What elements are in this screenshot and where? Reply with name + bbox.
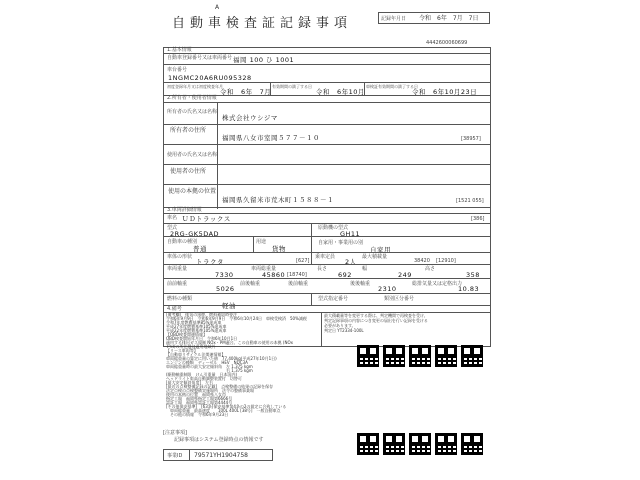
- gross-weight-label: 車両総重量: [251, 266, 277, 272]
- qr-code-icon: [461, 345, 483, 367]
- qr-code-icon: [435, 433, 457, 455]
- note-line: ＰＭ)の所在地は適用地域外: [166, 344, 216, 349]
- note-line: 法定点検の点検整備実施場所 法令の整備事業場: [166, 388, 254, 393]
- note-line: (駆動軸重制限 けん引重量 日本国内): [166, 372, 238, 377]
- displacement-label: 総排気量又は定格出力: [412, 281, 463, 287]
- note-line: 車両総重量時の最大安定傾斜角 左 1,375 kgm: [166, 364, 253, 369]
- note-line: 認証工場 福岡県認証工場第4444号: [166, 400, 233, 405]
- note-line: 令和7年度燃費基準85%達成車: [166, 320, 222, 325]
- rear-rear-axle-value: 2310: [378, 285, 397, 293]
- user-name-label: 使用者の氏名又は名称: [167, 152, 218, 158]
- note-line: 右 1,375 kgm: [166, 368, 253, 373]
- note-line: ヘッドライト車高自動調整装置付 切替可: [166, 376, 242, 381]
- gross-sub: [12910]: [436, 258, 456, 264]
- width-label: 幅: [362, 266, 368, 272]
- length-value: 692: [338, 271, 352, 279]
- business-use-value: 自家用: [370, 246, 391, 254]
- first-reg-value: 令和 6年 7月: [220, 88, 272, 96]
- chassis-value: 1NGMC20A6RU095328: [168, 74, 252, 82]
- section-vehicle-label: 3.車両詳細情報: [167, 207, 202, 213]
- expiry-value: 令和 6年10月23日: [412, 88, 478, 96]
- first-reg-label: 初度登録年月又は初度検査年月: [167, 84, 223, 89]
- section-basic-label: 1.基本情報: [167, 47, 192, 53]
- rear-rear-axle-label: 後後軸重: [350, 281, 371, 287]
- owner-name-value: 株式会社ウシジマ: [222, 114, 278, 122]
- gross-value: 38420: [414, 258, 430, 264]
- note-line: 車両総重量 最高速度 100L 400L [38号] 一般自動車点: [166, 408, 281, 413]
- front-front-axle-value: 5026: [216, 285, 235, 293]
- note-line: OBD検査開始年月日 令和6年10月1日: [166, 336, 238, 341]
- gross-weight-sub: [18740]: [287, 272, 307, 278]
- qr-code-icon: [383, 345, 405, 367]
- note-line: 【リース車両等】: [166, 348, 198, 353]
- footer-note-label: [注意事項]: [163, 430, 187, 436]
- riding-capacity-label: 乗車定員: [315, 254, 336, 260]
- body-shape-value: トラクタ: [196, 258, 224, 266]
- qr-code-icon: [357, 433, 379, 455]
- qr-code-icon: [461, 433, 483, 455]
- base-location-value: 福岡県久留米市荒木町１５８８－１: [222, 196, 334, 204]
- note-line: 平成27年度燃費基準105%達成車: [166, 324, 227, 329]
- section-notes-label: 4.備考: [167, 306, 182, 312]
- owner-name-label: 所有者の氏名又は名称: [167, 109, 218, 115]
- body-shape-label: 車体の形状: [167, 254, 193, 260]
- qr-code-icon: [409, 433, 431, 455]
- note-line: 【自動車リサイクル法関連情報】: [166, 352, 226, 357]
- notes-left: [166, 313, 320, 418]
- notes-right: [324, 313, 490, 343]
- footer-note-text: 記録事項はシステム登録時点の情報です: [174, 437, 264, 443]
- fuel-type-label: 燃料の種類: [167, 296, 193, 302]
- note-line: その他の情報 令和6年9月23日: [166, 412, 229, 417]
- user-address-label: 使用者の住所: [170, 168, 207, 175]
- expiry-label: 車検証有効期間の満了する日: [366, 84, 418, 89]
- front-rear-axle-label: 前後軸重: [240, 281, 261, 287]
- height-value: 358: [466, 271, 480, 279]
- gross-weight-value: 45860: [262, 271, 286, 279]
- maker-code: [386]: [471, 216, 485, 222]
- engine-model-label: 原動機の型式: [318, 225, 349, 231]
- valid-label: 有効期間の満了する日: [272, 84, 312, 89]
- note-line: [備考欄] 排気の黒煙、燃料補給時要注: [166, 313, 238, 317]
- class-number-label: 類別区分番号: [384, 296, 415, 302]
- valid-value: 令和 6年10月: [316, 88, 365, 96]
- note-line: 必要があります。: [324, 323, 356, 328]
- body-shape-code: [627]: [296, 258, 310, 264]
- section-owner-label: 2.所有者・使用者情報: [167, 95, 217, 101]
- note-line: 判定日 YT2334-100L: [324, 328, 364, 333]
- width-value: 249: [398, 271, 412, 279]
- note-line: 令和6年9月9日 令和6年9月9日 令和6年10月24日 車検受検済 50%減税: [166, 316, 307, 321]
- record-date-box: [378, 12, 490, 24]
- note-line: 【OBD検査関連情報】: [166, 332, 207, 337]
- length-label: 長さ: [317, 266, 328, 272]
- note-line: 平成22年度燃費基準105%達成車: [166, 328, 227, 333]
- page-title: 自動車検査証記録事項: [172, 16, 353, 31]
- reg-number-value: 福岡 100 ひ 1001: [233, 56, 295, 64]
- model-label: 型式: [167, 225, 178, 231]
- maker-label: 車名: [167, 215, 178, 221]
- riding-capacity-value: 2人: [345, 258, 357, 266]
- vehicle-weight-value: 7330: [215, 271, 234, 279]
- form-mark: A: [215, 4, 220, 11]
- base-location-label: 使用の本拠の位置: [168, 188, 217, 195]
- qr-code-icon: [435, 345, 457, 367]
- use-value: 貨物: [272, 245, 286, 253]
- note-line: [最大安定傾斜角度] 左右: [166, 380, 214, 385]
- note-line: [最近の点検整備記録の記載] 点検整備の結果の記録を保存: [166, 384, 274, 389]
- record-date-value: 令和 6年 7月 7日: [419, 15, 479, 22]
- vehicle-kind-label: 自動車の種別: [167, 239, 198, 245]
- note-line: 指定工場 福岡県指定工場第6666号: [166, 396, 233, 401]
- displacement-value: 10.83: [458, 285, 480, 293]
- use-label: 用途: [256, 239, 267, 245]
- note-line: 使用の本拠の位置 福岡県八女市: [166, 392, 226, 397]
- engine-model-value: GH11: [340, 230, 361, 238]
- chassis-label: 車台番号: [167, 67, 188, 73]
- note-line: [その他保安基準] [63条]保安基準第4条の2の規定に合致している: [166, 404, 287, 409]
- business-use-label: 自家用・事業用の別: [318, 240, 364, 246]
- height-label: 高さ: [425, 266, 436, 272]
- note-line: エンジンの種類 ディーゼル HEV NDC3A: [166, 360, 248, 365]
- fuel-type-value: 軽油: [222, 302, 236, 310]
- business-id-value: 79571YH1904758: [194, 452, 248, 459]
- front-front-axle-label: 前前軸重: [167, 281, 188, 287]
- vehicle-weight-label: 車両重量: [167, 266, 188, 272]
- vehicle-kind-value: 普通: [193, 245, 207, 253]
- record-date-label: 記録年月日: [381, 16, 407, 22]
- owner-address-label: 所有者の住所: [170, 127, 207, 134]
- business-id-box: [163, 449, 273, 461]
- reg-number-label: 自動車登録番号又は車両番号: [167, 55, 233, 61]
- max-load-label: 最大積載量: [362, 254, 388, 260]
- maker-value: ＵＤトラックス: [182, 215, 231, 223]
- note-line: 最大積載量等を変更する際は、判定機関で再検査を受け、: [324, 313, 428, 318]
- note-line: 判定記録事項の内容につき変更の届出を行い記録を受ける: [324, 318, 428, 323]
- qr-code-icon: [383, 433, 405, 455]
- owner-code: [38957]: [461, 136, 481, 142]
- doc-number: 4442600060699: [426, 40, 468, 46]
- model-value: 2RG-GK5DAD: [170, 230, 220, 238]
- base-code: [1521 055]: [456, 198, 484, 204]
- business-id-label: 事業ID: [167, 453, 183, 459]
- rear-front-axle-label: 後前軸重: [288, 281, 309, 287]
- note-line: 車両総重量の算定に用いた値 77,400kg(平成27年10月1日): [166, 356, 277, 361]
- qr-code-icon: [357, 345, 379, 367]
- note-line: 適用する排出ガス規制 NOx・PM適合。この自動車の使用の本拠 (NOx: [166, 340, 293, 345]
- qr-code-icon: [409, 345, 431, 367]
- type-approval-label: 型式指定番号: [318, 296, 349, 302]
- owner-address-value: 福岡県八女市室岡５７７－１０: [222, 134, 320, 142]
